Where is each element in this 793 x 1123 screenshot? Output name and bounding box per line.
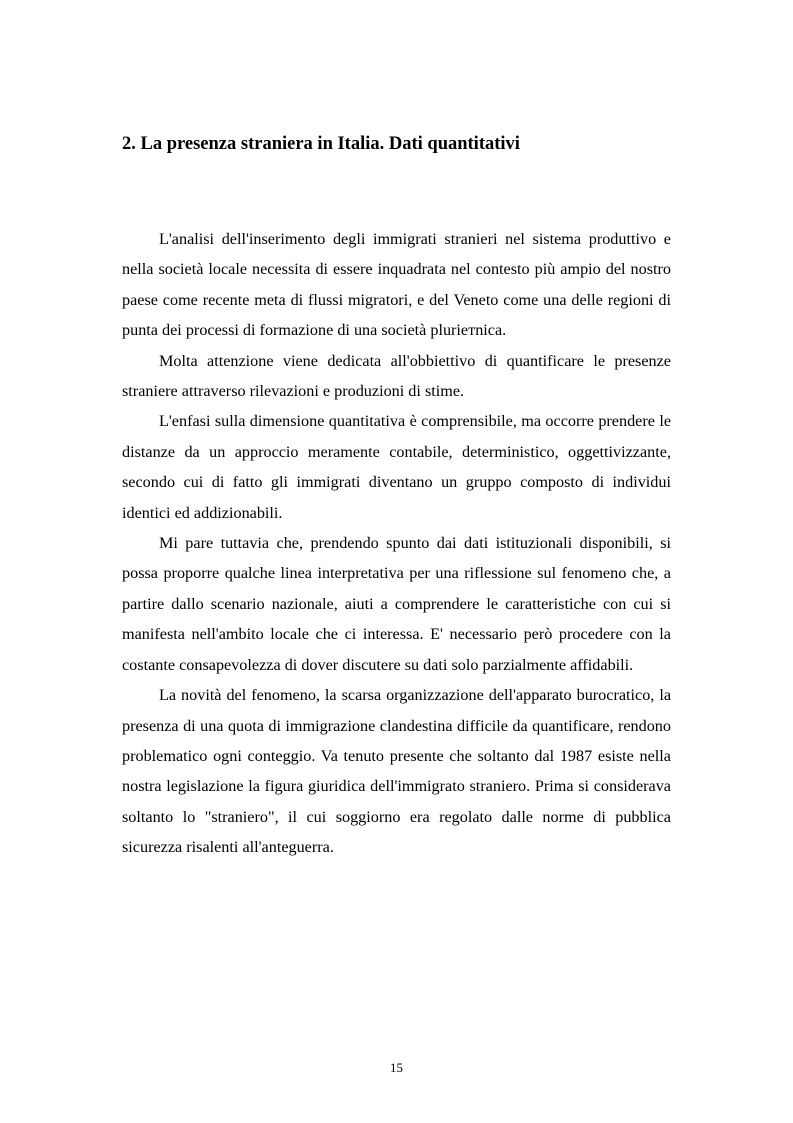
body-text: [122, 224, 671, 863]
paragraph-4: Mi pare tuttavia che, prendendo spunto dai dati istituzionali disponibili, si possa proporre qualche linea interpretativa per una riflessione sul fenomeno che, a partire dallo scenario nazionale, aiuti a comprendere le caratteristiche con cui si manifesta nell'ambito locale che ci interessa. E' necessario però procedere con la costante consapevolezza di dover discutere su dati solo parzialmente affidabili.: [122, 534, 671, 674]
paragraph-5: La novità del fenomeno, la scarsa organizzazione dell'apparato burocratico, la presenza di una quota di immigrazione clandestina difficile da quantificare, rendono problematico ogni conteggio. Va tenuto presente che soltanto dal 1987 esiste nella nostra legislazione la figura giuridica dell'immigrato straniero. Prima si considerava soltanto lo "straniero", il cui soggiorno era regolato dalle norme di pubblica sicurezza risalenti all'anteguerra.: [122, 686, 671, 857]
paragraph-3: L'enfasi sulla dimensione quantitativa è comprensibile, ma occorre prendere le distanze da un approccio meramente contabile, deterministico, oggettivizzante, secondo cui di fatto gli immigrati diventano un gruppo composto di individui identici ed addizionabili.: [122, 412, 671, 522]
page-number: 15: [390, 1060, 403, 1075]
section-heading: 2. La presenza straniera in Italia. Dati quantitativi: [122, 134, 520, 154]
paragraph-2: Molta attenzione viene dedicata all'obbiettivo di quantificare le presenze straniere attraverso rilevazioni e produzioni di stime.: [122, 351, 671, 401]
paragraph-1: L'analisi dell'inserimento degli immigrati stranieri nel sistema produttivo e nella società locale necessita di essere inquadrata nel contesto più ampio del nostro paese come recente meta di flussi migratori, e del Veneto come una delle regioni di punta dei processi di formazione di una società pluriетnica.: [122, 230, 671, 340]
